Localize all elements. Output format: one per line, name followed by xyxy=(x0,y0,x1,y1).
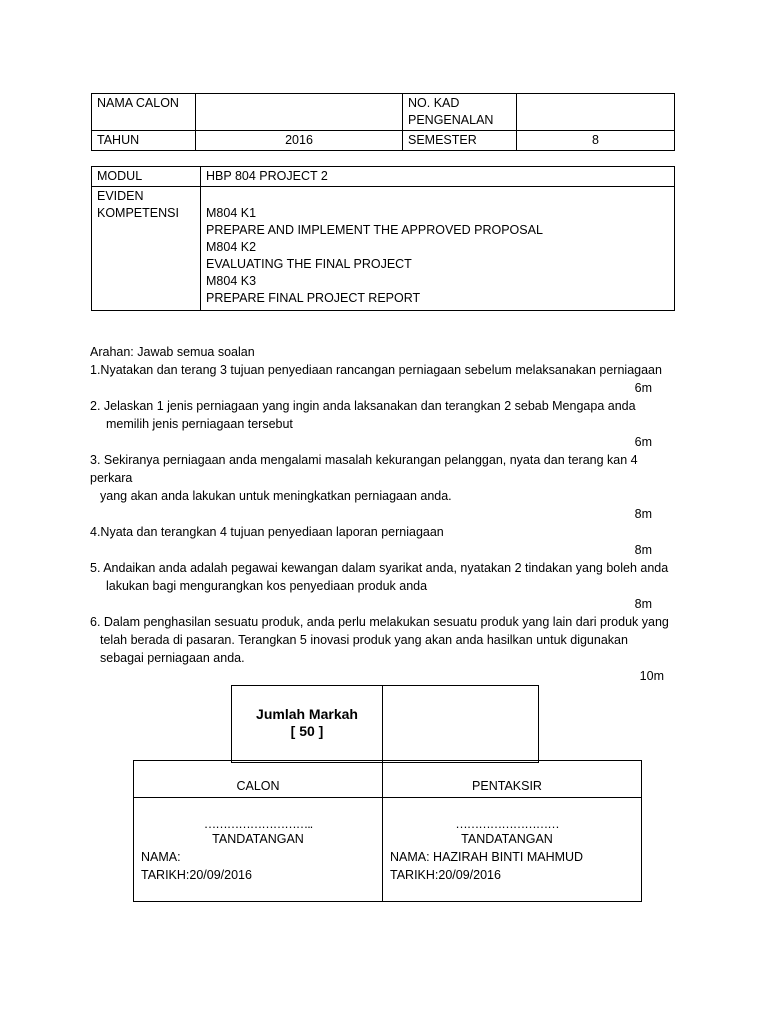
no-kad-field[interactable] xyxy=(517,94,675,131)
calon-signature-line[interactable]: ……………………….. xyxy=(203,817,313,831)
question-text: 4.Nyata dan terangkan 4 tujuan penyediaan laporan perniagaan xyxy=(90,525,444,539)
no-kad-label xyxy=(403,94,517,131)
question-mark: 8m xyxy=(634,543,652,557)
competency-item: M804 K2 xyxy=(206,240,257,254)
question-mark: 6m xyxy=(634,435,652,449)
modul-value: HBP 804 PROJECT 2 xyxy=(201,167,675,187)
competency-item: M804 K3 xyxy=(206,274,257,288)
question-text: lakukan bagi mengurangkan kos penyediaan produk anda xyxy=(106,579,428,593)
calon-date: TARIKH:20/09/2016 xyxy=(141,868,252,882)
candidate-info-table xyxy=(91,93,675,151)
competency-item: PREPARE FINAL PROJECT REPORT xyxy=(206,291,421,305)
question-1 xyxy=(90,361,680,397)
instructions-section xyxy=(90,343,680,685)
eviden-label xyxy=(92,187,201,311)
nama-calon-label: NAMA CALON xyxy=(92,94,196,131)
question-text: 5. Andaikan anda adalah pegawai kewangan dalam syarikat anda, nyatakan 2 tindakan yang boleh anda xyxy=(90,561,669,575)
calon-signature-label: TANDATANGAN xyxy=(212,832,304,846)
question-4 xyxy=(90,523,680,559)
semester-value: 8 xyxy=(517,131,675,151)
signature-header-divider xyxy=(134,797,641,798)
calon-name: NAMA: xyxy=(141,850,181,864)
question-text: 6. Dalam penghasilan sesuatu produk, anda perlu melakukan sesuatu produk yang lain dari produk yang xyxy=(90,615,669,629)
question-2 xyxy=(90,397,680,451)
no-kad-label-line1: NO. KAD xyxy=(408,96,460,110)
instructions-heading: Arahan: Jawab semua soalan xyxy=(90,345,255,359)
question-mark: 8m xyxy=(634,597,652,611)
question-mark: 10m xyxy=(639,669,664,683)
competency-item: M804 K1 xyxy=(206,206,257,220)
question-6 xyxy=(90,613,680,685)
question-text: telah berada di pasaran. Terangkan 5 inovasi produk yang akan anda hasilkan untuk digunakan xyxy=(100,633,628,647)
pentaksir-signature-line[interactable]: ……………………… xyxy=(455,817,559,831)
signature-box xyxy=(133,760,642,902)
question-3 xyxy=(90,451,680,523)
eviden-label-line2: KOMPETENSI xyxy=(97,206,179,220)
pentaksir-header: PENTAKSIR xyxy=(472,779,542,793)
module-table xyxy=(91,166,675,311)
modul-label: MODUL xyxy=(92,167,201,187)
question-text: sebagai perniagaan anda. xyxy=(100,651,245,665)
nama-calon-field[interactable] xyxy=(196,94,403,131)
no-kad-label-line2: PENGENALAN xyxy=(408,113,494,127)
pentaksir-name: NAMA: HAZIRAH BINTI MAHMUD xyxy=(390,850,584,864)
question-mark: 6m xyxy=(634,381,652,395)
calon-header: CALON xyxy=(236,779,280,793)
competency-item: PREPARE AND IMPLEMENT THE APPROVED PROPOSAL xyxy=(206,223,543,237)
question-text: 3. Sekiranya perniagaan anda mengalami masalah kekurangan pelanggan, nyata dan terang kan 4 perkara xyxy=(90,453,638,485)
total-score-label xyxy=(232,706,382,740)
tahun-value: 2016 xyxy=(196,131,403,151)
total-score-title: Jumlah Markah xyxy=(256,706,358,722)
question-text: 1.Nyatakan dan terang 3 tujuan penyediaan rancangan perniagaan sebelum melaksanakan perniagaan xyxy=(90,363,662,377)
question-text: yang akan anda lakukan untuk meningkatkan perniagaan anda. xyxy=(100,489,452,503)
question-5 xyxy=(90,559,680,613)
question-text: 2. Jelaskan 1 jenis perniagaan yang ingin anda laksanakan dan terangkan 2 sebab Mengapa anda xyxy=(90,399,636,413)
pentaksir-date: TARIKH:20/09/2016 xyxy=(390,868,501,882)
semester-label: SEMESTER xyxy=(403,131,517,151)
total-score-field[interactable] xyxy=(383,686,538,762)
question-text: memilih jenis perniagaan tersebut xyxy=(106,417,293,431)
competency-item: EVALUATING THE FINAL PROJECT xyxy=(206,257,412,271)
tahun-label: TAHUN xyxy=(92,131,196,151)
eviden-label-line1: EVIDEN xyxy=(97,189,144,203)
question-mark: 8m xyxy=(634,507,652,521)
total-score-box xyxy=(231,685,539,763)
pentaksir-signature-label: TANDATANGAN xyxy=(461,832,553,846)
total-score-max: [ 50 ] xyxy=(290,723,324,739)
competency-list xyxy=(201,187,675,311)
